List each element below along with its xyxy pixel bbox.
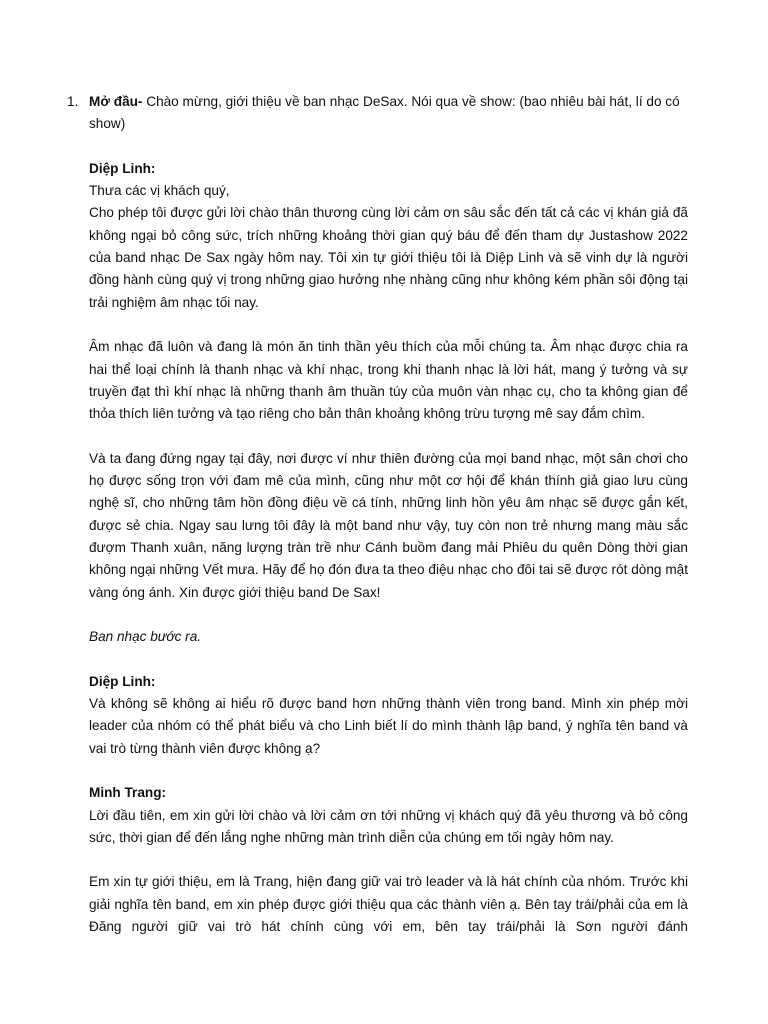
paragraph-spacer	[89, 849, 688, 871]
stage-direction: Ban nhạc bước ra.	[89, 629, 202, 645]
music-paragraph: Âm nhạc đã luôn và đang là món ăn tinh thần yêu thích của mỗi chúng ta. Âm nhạc được chia ra hai thể loại chính là thanh nhạc và khí nhạc, trong khi thanh nhạc là lời hát, mang ý tưởng và sự truyền đạt thì khí nhạc là những thanh âm thuần túy của muôn vàn nhạc cụ, cho ta không gian để thỏa thích liên tưởng và tạo riêng cho bản thân khoảng không trừu tượng mê say đắm chìm.	[89, 339, 688, 422]
list-number: 1.	[67, 94, 79, 109]
paragraph-spacer	[89, 314, 688, 336]
greeting-line: Thưa các vị khách quý,	[89, 183, 230, 199]
paragraph-spacer	[89, 604, 688, 626]
speaker-name: Diệp Linh:	[89, 160, 156, 176]
intro-text: Chào mừng, giới thiệu về ban nhạc DeSax. Nói qua về show: (bao nhiêu bài hát, lí do có show)	[89, 94, 680, 132]
paragraph-spacer	[89, 760, 688, 782]
question-paragraph: Và không sẽ không ai hiểu rõ được band hơn những thành viên trong band. Mình xin phép mời leader của nhóm có thể phát biểu và cho Linh biết lí do mình thành lập band, ý nghĩa tên band và vai trò từng thành viên được không ạ?	[89, 696, 688, 756]
opening-paragraph: Cho phép tôi được gửi lời chào thân thương cùng lời cảm ơn sâu sắc đến tất cả các vị khán giả đã không ngại bỏ công sức, trích những khoảng thời gian quý báu để đến tham dự Justashow 2022 của band nhạc De Sax ngày hôm nay. Tôi xin tự giới thiệu tôi là Diệp Linh và sẽ vinh dự là người đồng hành cùng quý vị trong những giao hưởng nhẹ nhàng cũng như không kém phần sôi động tại trải nghiệm âm nhạc tối nay.	[89, 205, 688, 310]
band-intro-paragraph: Và ta đang đứng ngay tại đây, nơi được ví như thiên đường của mọi band nhạc, một sân chơi cho họ được sống trọn với đam mê của mình, cũng như một cơ hội để khán thính giả giao lưu cùng nghệ sĩ, cho những tâm hồn đồng điệu về cá tính, những linh hồn yêu âm nhạc sẽ được gắn kết, được sẻ chia. Ngay sau lưng tôi đây là một band như vậy, tuy còn non trẻ nhưng mang màu sắc đượm Thanh xuân, năng lượng tràn trề như Cánh buồm đang mải Phiêu du quên Dòng thời gian không ngại những Vết mưa. Hãy để họ đón đưa ta theo điệu nhạc cho đôi tai sẽ được rót dòng mật vàng óng ánh. Xin được giới thiệu band De Sax!	[89, 450, 688, 600]
intro-list-item	[67, 91, 688, 136]
paragraph-spacer	[89, 136, 688, 158]
thanks-paragraph: Lời đầu tiên, em xin gửi lời chào và lời cảm ơn tới những vị khách quý đã yêu thương và bỏ công sức, thời gian để đến lắng nghe những màn trình diễn của chúng em tối ngày hôm nay.	[89, 807, 688, 845]
speaker-name: Minh Trang:	[89, 785, 167, 801]
intro-heading: Mở đầu-	[89, 94, 143, 109]
paragraph-spacer	[89, 425, 688, 447]
member-intro-paragraph: Em xin tự giới thiệu, em là Trang, hiện đang giữ vai trò leader và là hát chính của nhóm. Trước khi giải nghĩa tên band, em xin phép được giới thiệu qua các thành viên ạ. Bên tay trái/phải của em là Đăng người giữ vai trò hát chính cùng với em, bên tay trái/phải là Sơn người đánh	[89, 874, 688, 934]
speaker-name: Diệp Linh:	[89, 673, 156, 689]
intro-paragraph	[89, 91, 688, 136]
paragraph-spacer	[89, 648, 688, 670]
